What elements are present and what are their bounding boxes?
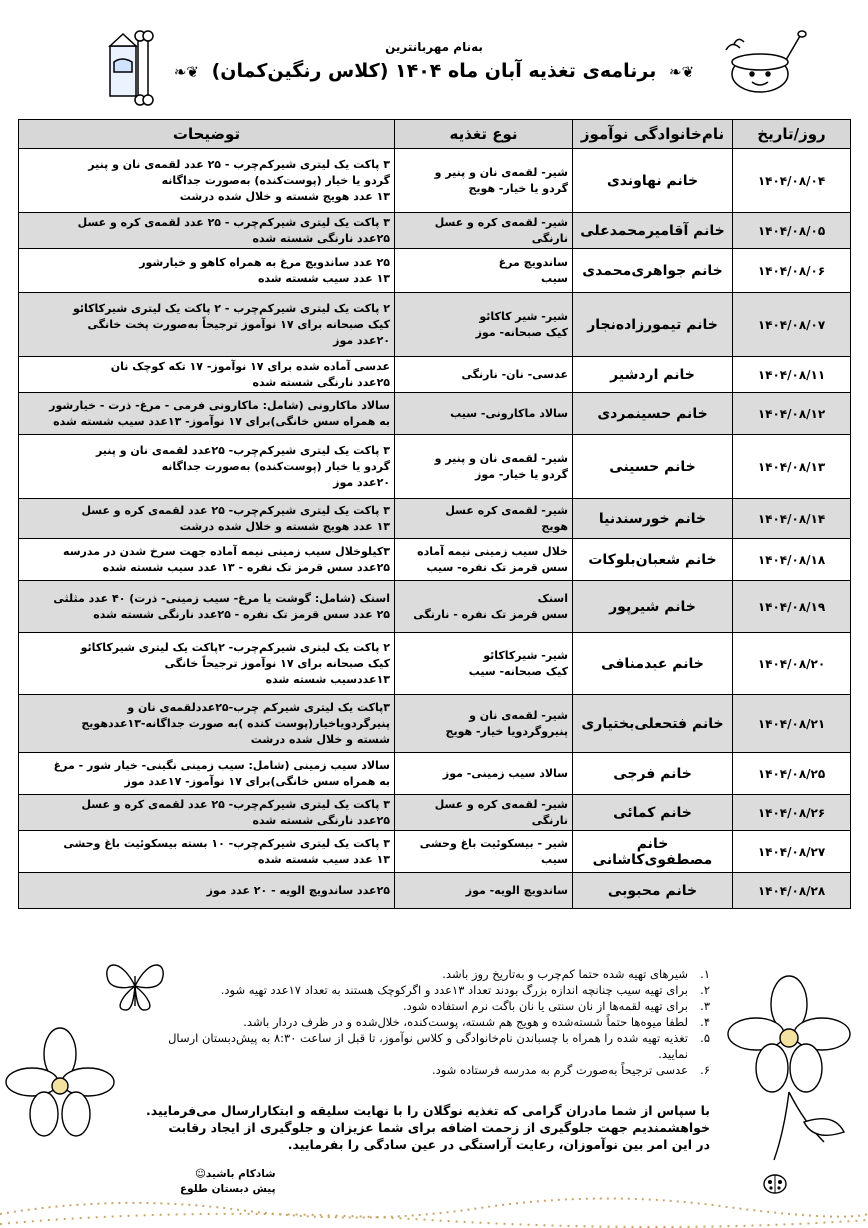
table-cell-desc-line: پنیرگردویاخیار(پوست کنده )به صورت جداگانه-۱۳عددهویج xyxy=(81,716,390,730)
note-text: شیرهای تهیه شده حتما کم‌چرب و به‌تاریخ روز باشد. xyxy=(442,967,688,981)
table-cell-food-line: سالاد ماکارونی- سیب xyxy=(450,406,568,420)
table-cell-desc xyxy=(19,393,395,435)
table-cell-date: ۱۴۰۴/۰۸/۱۱ xyxy=(733,357,851,393)
table-cell-family: خانم کمائی xyxy=(573,795,733,831)
table-cell-desc-line: ۲۵ عدد ساندویچ مرغ به همراه کاهو و خیارشور xyxy=(139,255,390,269)
table-cell-desc-line: ۲ پاکت یک لیتری شیرکم‌چرب - ۲ پاکت یک لیتری شیرکاکائو xyxy=(73,301,390,315)
bismillah: به‌نام مهربانترین xyxy=(385,40,483,54)
note-number: ۴. xyxy=(700,1015,710,1029)
note-text: برای تهیه سیب چنانچه اندازه بزرگ بودند تعداد ۱۳عدد و اگرکوچک هستند به تعداد ۱۷عدد تهیه شود. xyxy=(220,983,688,997)
table-cell-date: ۱۴۰۴/۰۸/۰۶ xyxy=(733,249,851,293)
table-cell-desc-line: ۲۰عدد موز xyxy=(333,475,390,489)
table-row xyxy=(19,393,851,435)
table-row xyxy=(19,795,851,831)
table-cell-date: ۱۴۰۴/۰۸/۲۱ xyxy=(733,695,851,753)
column-header-family: نام‌خانوادگی نوآموز xyxy=(573,120,733,149)
table-cell-food-line: شیر - بیسکوئیت باغ وحشی xyxy=(419,836,568,850)
table-cell-desc-line: عدسی آماده شده برای ۱۷ نوآموز- ۱۷ تکه کوچک نان xyxy=(110,359,390,373)
page-header xyxy=(0,40,868,82)
table-cell-desc-line: ۱۳ عدد هویج شسته و خلال شده درشت xyxy=(179,189,390,203)
table-cell-food xyxy=(395,539,573,581)
table-cell-food xyxy=(395,249,573,293)
table-cell-food xyxy=(395,873,573,909)
table-cell-family: خانم فتحعلی‌بختیاری xyxy=(573,695,733,753)
table-row xyxy=(19,213,851,249)
table-cell-desc xyxy=(19,213,395,249)
table-cell-desc-line: ۲۵عدد ساندویچ الویه - ۲۰ عدد موز xyxy=(206,883,390,897)
table-row xyxy=(19,831,851,873)
note-text: لطفا میوه‌ها حتماً شسته‌شده و هویج هم شسته، پوست‌کنده، خلال‌شده و در ظرف دردار باشد. xyxy=(243,1015,688,1029)
thanks-line: خواهشمندیم جهت جلوگیری از زحمت اضافه برای شما عزیزان و جلوگیری از ایجاد رقابت xyxy=(168,1120,710,1135)
table-cell-food-line: خلال سیب زمینی نیمه آماده xyxy=(417,544,568,558)
meal-schedule-table xyxy=(18,119,851,909)
table-cell-desc xyxy=(19,357,395,393)
table-cell-desc-line: ۳کیلوخلال سیب زمینی نیمه آماده جهت سرخ شدن در مدرسه xyxy=(63,544,390,558)
table-row xyxy=(19,435,851,499)
table-cell-food-line: شیر- شیرکاکائو xyxy=(483,648,568,662)
table-cell-desc xyxy=(19,633,395,695)
table-cell-desc-line: به همراه سس خانگی)برای ۱۷ نوآموز- ۱۳عدد سیب شسته شده xyxy=(53,414,390,428)
table-cell-food-line: شیر- شیر کاکائو xyxy=(479,309,568,323)
table-cell-family: خانم فرجی xyxy=(573,753,733,795)
table-cell-family: خانم تیمورزاده‌نجار xyxy=(573,293,733,357)
table-cell-food xyxy=(395,795,573,831)
note-text: تغذیه تهیه شده را همراه با چسباندن نام‌خانوادگی و کلاس نوآموز، تا قبل از ساعت ۸:۳۰ به پیش‌دبستان ارسال نمایید. xyxy=(168,1031,688,1061)
note-item xyxy=(150,1014,710,1030)
table-cell-desc-line: ۳ پاکت یک لیتری شیرکم‌چرب- ۲۵عدد لقمه‌ی نان و پنیر xyxy=(95,443,390,457)
note-number: ۱. xyxy=(700,967,710,981)
flower-icon xyxy=(0,1024,120,1154)
table-cell-food-line: هویج xyxy=(541,519,568,533)
table-cell-family: خانم حسینی xyxy=(573,435,733,499)
table-cell-desc-line: ۱۳ عدد هویج شسته و خلال شده درشت xyxy=(179,519,390,533)
table-cell-family: خانم نهاوندی xyxy=(573,149,733,213)
table-row xyxy=(19,499,851,539)
note-item xyxy=(150,982,710,998)
table-row xyxy=(19,293,851,357)
table-cell-food-line: پنیروگردویا خیار- هویج xyxy=(445,724,568,738)
table-cell-family: خانم اردشیر xyxy=(573,357,733,393)
table-cell-food-line: عدسی- نان- نارنگی xyxy=(461,367,568,381)
table-cell-food-line: کیک صبحانه- سیب xyxy=(468,664,568,678)
table-cell-family: خانم عبدمنافی xyxy=(573,633,733,695)
thanks-message xyxy=(110,1102,710,1153)
note-text: برای تهیه لقمه‌ها از نان سنتی یا نان باگت نرم استفاده شود. xyxy=(403,999,688,1013)
note-number: ۶. xyxy=(700,1063,710,1077)
table-cell-desc-line: ۲۰عدد موز xyxy=(333,333,390,347)
table-cell-date: ۱۴۰۴/۰۸/۱۹ xyxy=(733,581,851,633)
table-cell-desc-line: ۳ پاکت یک لیتری شیرکم‌چرب- ۲۵ عدد لقمه‌ی کره و عسل xyxy=(81,503,390,517)
table-cell-date: ۱۴۰۴/۰۸/۲۶ xyxy=(733,795,851,831)
table-cell-food-line: ساندویچ الویه- موز xyxy=(465,883,568,897)
table-row xyxy=(19,539,851,581)
table-cell-family: خانم حسینمردی xyxy=(573,393,733,435)
column-header-date: روز/تاریخ xyxy=(733,120,851,149)
table-cell-food xyxy=(395,435,573,499)
table-cell-family: خانم جواهری‌محمدی xyxy=(573,249,733,293)
table-cell-date: ۱۴۰۴/۰۸/۱۲ xyxy=(733,393,851,435)
table-cell-desc xyxy=(19,831,395,873)
table-cell-food xyxy=(395,293,573,357)
decorative-ground xyxy=(0,1184,868,1228)
page-title-text: برنامه‌ی تغذیه آبان ماه ۱۴۰۴ (کلاس رنگین‌کمان) xyxy=(211,60,657,82)
table-cell-family: خانم آقامیرمحمدعلی xyxy=(573,213,733,249)
note-number: ۳. xyxy=(700,999,710,1013)
table-cell-family: خانم شعبان‌بلوکات xyxy=(573,539,733,581)
table-header-row xyxy=(19,120,851,149)
table-row xyxy=(19,581,851,633)
table-cell-desc-line: ۳ پاکت یک لیتری شیرکم‌چرب- ۱۰ بسته بیسکوئیت باغ وحشی xyxy=(63,836,390,850)
table-cell-date: ۱۴۰۴/۰۸/۰۴ xyxy=(733,149,851,213)
table-cell-food xyxy=(395,393,573,435)
table-cell-desc-line: به همراه سس خانگی)برای ۱۷ نوآموز- ۱۷عدد موز xyxy=(124,774,390,788)
table-cell-desc xyxy=(19,435,395,499)
signature xyxy=(180,1167,276,1197)
table-cell-food-line: نارنگی xyxy=(531,813,568,827)
table-cell-food xyxy=(395,499,573,539)
table-cell-food-line: شیر- لقمه‌ی کره عسل xyxy=(445,503,568,517)
table-cell-desc-line: ۲۵ عدد سس قرمز تک نفره - ۲۵عدد نارنگی شسته شده xyxy=(93,607,390,621)
table-cell-desc-line: ۱۳ عدد سیب شسته شده xyxy=(257,852,390,866)
table-cell-desc xyxy=(19,753,395,795)
table-cell-food-line: شیر- لقمه‌ی نان و پنیر و xyxy=(434,451,568,465)
table-cell-food-line: شیر- لقمه‌ی کره و عسل xyxy=(434,215,568,229)
table-cell-food-line: کیک صبحانه- موز xyxy=(475,325,568,339)
table-cell-desc xyxy=(19,293,395,357)
table-row xyxy=(19,149,851,213)
table-cell-desc-line: ۱۳عددسیب شسته شده xyxy=(265,672,390,686)
footer-section xyxy=(0,952,868,1228)
table-cell-desc-line: ۳پاکت یک لیتری شیرکم چرب-۲۵عددلقمه‌ی نان و xyxy=(127,700,390,714)
table-cell-food-line: سالاد سیب زمینی- موز xyxy=(442,766,568,780)
table-cell-food-line: سس قرمز تک نفره - نارنگی xyxy=(413,607,568,621)
table-cell-date: ۱۴۰۴/۰۸/۱۳ xyxy=(733,435,851,499)
table-cell-desc xyxy=(19,499,395,539)
table-row xyxy=(19,357,851,393)
table-cell-family: خانم شیرپور xyxy=(573,581,733,633)
table-cell-date: ۱۴۰۴/۰۸/۲۰ xyxy=(733,633,851,695)
page-title xyxy=(0,60,868,82)
table-cell-food-line: گردو یا خیار- موز xyxy=(475,467,568,481)
table-cell-desc-line: شسته و خلال شده درشت xyxy=(250,732,390,746)
table-cell-date: ۱۴۰۴/۰۸/۰۷ xyxy=(733,293,851,357)
table-cell-food-line: سس قرمز تک نفره- سیب xyxy=(426,560,568,574)
note-number: ۲. xyxy=(700,983,710,997)
note-number: ۵. xyxy=(700,1031,710,1045)
table-cell-family: خانم محبوبی xyxy=(573,873,733,909)
table-cell-desc xyxy=(19,539,395,581)
table-cell-date: ۱۴۰۴/۰۸/۱۸ xyxy=(733,539,851,581)
ornament-icon: ❦❧ xyxy=(173,63,199,81)
table-cell-family: خانم مصطفوی‌کاشانی xyxy=(573,831,733,873)
note-item xyxy=(150,966,710,982)
table-cell-desc-line: ۲ پاکت یک لیتری شیرکم‌چرب- ۲پاکت یک لیتری شیرکاکائو xyxy=(80,640,390,654)
table-cell-desc-line: سالاد سیب زمینی (شامل: سیب زمینی نگینی- خیار شور - مرغ xyxy=(53,758,390,772)
table-cell-desc-line: ۲۵عدد نارنگی شسته شده xyxy=(252,813,390,827)
table-cell-food-line: اسنک xyxy=(537,591,568,605)
table-cell-desc xyxy=(19,249,395,293)
note-text: عدسی ترجیحاً به‌صورت گرم به مدرسه فرستاده شود. xyxy=(431,1063,688,1077)
table-row xyxy=(19,873,851,909)
table-cell-food-line: سیب xyxy=(541,852,568,866)
table-cell-desc xyxy=(19,695,395,753)
table-cell-date: ۱۴۰۴/۰۸/۱۴ xyxy=(733,499,851,539)
table-cell-food xyxy=(395,695,573,753)
table-cell-desc-line: ۲۵عدد نارنگی شسته شده xyxy=(252,231,390,245)
table-cell-desc-line: ۲۵عدد سس قرمز تک نفره - ۱۳ عدد سیب شسته شده xyxy=(102,560,390,574)
table-cell-desc-line: سالاد ماکارونی (شامل: ماکارونی فرمی - مرغ- ذرت - خیارشور xyxy=(49,398,390,412)
table-cell-food xyxy=(395,149,573,213)
signature-line2: پیش دبستان طلوع xyxy=(180,1183,276,1195)
table-cell-food-line: نارنگی xyxy=(531,231,568,245)
table-cell-food-line: شیر- لقمه‌ی کره و عسل xyxy=(434,797,568,811)
table-cell-desc-line: کیک صبحانه برای ۱۷ نوآموز ترجیحاً خانگی xyxy=(164,656,390,670)
table-cell-desc-line: ۲۵عدد نارنگی شسته شده xyxy=(252,375,390,389)
table-cell-date: ۱۴۰۴/۰۸/۲۵ xyxy=(733,753,851,795)
table-body xyxy=(19,149,851,909)
table-cell-family: خانم خورسندنیا xyxy=(573,499,733,539)
table-cell-desc-line: ۳ پاکت یک لیتری شیرکم‌چرب - ۲۵ عدد لقمه‌ی کره و عسل xyxy=(77,215,390,229)
table-cell-food xyxy=(395,581,573,633)
table-cell-food xyxy=(395,753,573,795)
table-cell-desc xyxy=(19,149,395,213)
table-cell-desc-line: ۳ پاکت یک لیتری شیرکم‌چرب- ۲۵ عدد لقمه‌ی کره و عسل xyxy=(81,797,390,811)
table-row xyxy=(19,249,851,293)
table-cell-food-line: ساندویچ مرغ xyxy=(498,255,568,269)
note-item xyxy=(150,1062,710,1078)
note-item xyxy=(150,998,710,1014)
table-cell-desc xyxy=(19,795,395,831)
table-cell-desc-line: گردو یا خیار (پوست‌کنده) به‌صورت جداگانه xyxy=(161,173,390,187)
table-row xyxy=(19,633,851,695)
ornament-icon: ❦❧ xyxy=(669,63,695,81)
table-cell-desc-line: کیک صبحانه برای ۱۷ نوآموز ترجیحاً به‌صورت پخت خانگی xyxy=(87,317,390,331)
table-cell-desc-line: اسنک (شامل: گوشت یا مرغ- سیب زمینی- ذرت) ۴۰ عدد مثلثی xyxy=(53,591,390,605)
table-row xyxy=(19,753,851,795)
table-cell-date: ۱۴۰۴/۰۸/۲۸ xyxy=(733,873,851,909)
table-cell-desc-line: ۱۳ عدد سیب شسته شده xyxy=(257,271,390,285)
table-cell-desc-line: ۳ پاکت یک لیتری شیرکم‌چرب - ۲۵ عدد لقمه‌ی نان و پنیر xyxy=(88,157,390,171)
table-cell-food xyxy=(395,357,573,393)
column-header-desc: توضیحات xyxy=(19,120,395,149)
thanks-line: در این امر بین نوآموزان، رعایت آراستگی در عین سادگی را بفرمایید. xyxy=(287,1137,710,1152)
table-cell-date: ۱۴۰۴/۰۸/۲۷ xyxy=(733,831,851,873)
notes-list xyxy=(150,966,710,1078)
column-header-food: نوع تغذیه xyxy=(395,120,573,149)
table-cell-food-line: شیر- لقمه‌ی نان و xyxy=(469,708,568,722)
table-cell-food-line: شیر- لقمه‌ی نان و پنیر و xyxy=(434,165,568,179)
table-cell-desc-line: گردو یا خیار (پوست‌کنده) به‌صورت جداگانه xyxy=(161,459,390,473)
table-cell-food-line: گردو یا خیار- هویج xyxy=(468,181,568,195)
signature-line1: شادکام باشید☺ xyxy=(194,1168,276,1180)
thanks-line: با سپاس از شما مادران گرامی که تغذیه نوگلان را با نهایت سلیقه و ابتکارارسال می‌فرمایید. xyxy=(146,1103,710,1118)
table-cell-food xyxy=(395,831,573,873)
table-cell-food xyxy=(395,213,573,249)
table-cell-food xyxy=(395,633,573,695)
note-item xyxy=(150,1030,710,1062)
table-row xyxy=(19,695,851,753)
flower-icon xyxy=(714,972,864,1162)
table-cell-desc xyxy=(19,873,395,909)
table-cell-date: ۱۴۰۴/۰۸/۰۵ xyxy=(733,213,851,249)
table-cell-food-line: سیب xyxy=(541,271,568,285)
table-cell-desc xyxy=(19,581,395,633)
